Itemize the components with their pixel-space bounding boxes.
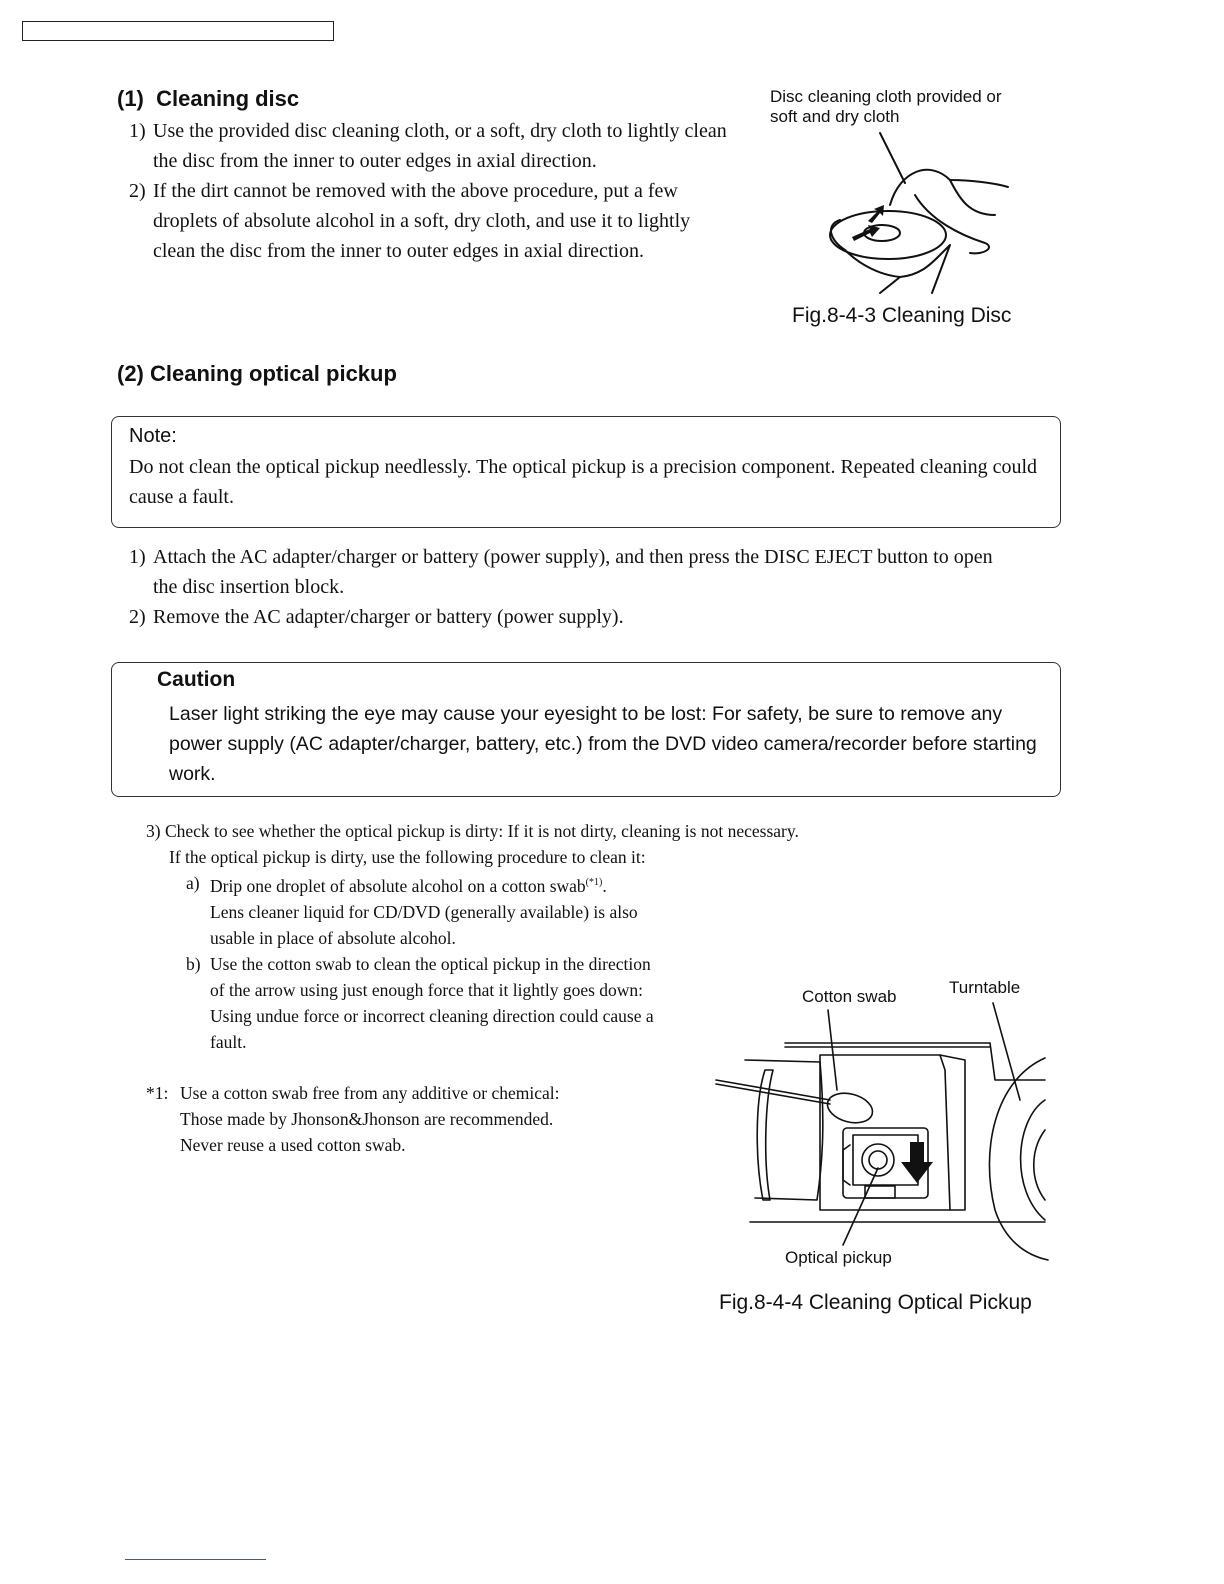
substep-a: a) Drip one droplet of absolute alcohol on a cotton swab$^{(*1)}$. Lens cleaner liquid for CD/DVD (generally available) is also usable in place of absolute alcohol. [186, 873, 638, 948]
footnote-line-3: Never reuse a used cotton swab. [180, 1135, 406, 1155]
optical-pickup-illustration [715, 1000, 1050, 1265]
step-1-text: Use the provided disc cleaning cloth, or a soft, dry cloth to lightly clean the disc from the inner to outer edges in axial direction. [153, 120, 727, 172]
header-box [22, 21, 334, 41]
caution-title: Caution [157, 668, 236, 691]
step-2-1: 1) Attach the AC adapter/charger or battery (power supply), and then press the DISC EJECT button to open the disc insertion block. [129, 546, 993, 598]
note-title: Note: [129, 425, 177, 447]
fig-8-4-4-caption: Fig.8-4-4 Cleaning Optical Pickup [719, 1291, 1032, 1314]
disc-cloth-label: Disc cleaning cloth provided or soft and dry cloth [770, 87, 1002, 126]
substep-b-text: Use the cotton swab to clean the optical pickup in the direction of the arrow using just enough force that it lightly goes down: Using undue force or incorrect cleaning direction could cause a fault. [210, 953, 654, 1052]
section-2-heading: (2) Cleaning optical pickup [117, 361, 397, 386]
step-2-text: If the dirt cannot be removed with the above procedure, put a few droplets of absolute alcohol in a soft, dry cloth, and use it to lightly clean the disc from the inner to outer edges in axial direction. [153, 180, 691, 262]
step-3-line-2: If the optical pickup is dirty, use the following procedure to clean it: [169, 847, 646, 867]
step-2-1-text: Attach the AC adapter/charger or battery (power supply), and then press the DISC EJECT button to open the disc insertion block. [153, 546, 993, 598]
step-2-2-text: Remove the AC adapter/charger or battery (power supply). [153, 606, 624, 628]
note-box [111, 416, 1061, 528]
footer-rule [125, 1559, 266, 1560]
section-1-heading: (1) Cleaning disc [117, 86, 300, 111]
caution-box [111, 662, 1061, 797]
cotton-swab-label: Cotton swab [802, 987, 897, 1006]
turntable-label: Turntable [949, 978, 1021, 997]
step-3-substeps [186, 870, 676, 1055]
section-1-steps [129, 116, 729, 266]
step-3-line-1: 3) Check to see whether the optical pickup is dirty: If it is not dirty, cleaning is not necessary. [146, 821, 799, 841]
step-2: 2) If the dirt cannot be removed with the above procedure, put a few droplets of absolute alcohol in a soft, dry cloth, and use it to lightly clean the disc from the inner to outer edges in axial direction. [129, 180, 691, 262]
substep-a-extra: Lens cleaner liquid for CD/DVD (generally available) is also usable in place of absolute alcohol. [210, 901, 638, 948]
optical-pickup-label: Optical pickup [785, 1248, 892, 1267]
fig-8-4-3-caption: Fig.8-4-3 Cleaning Disc [792, 304, 1012, 327]
step-2-2: 2) Remove the AC adapter/charger or battery (power supply). [129, 606, 624, 628]
step-1: 1) Use the provided disc cleaning cloth, or a soft, dry cloth to lightly clean the disc from the inner to outer edges in axial direction. [129, 120, 727, 172]
footnote [146, 1080, 666, 1158]
substep-b: b) Use the cotton swab to clean the optical pickup in the direction of the arrow using just enough force that it lightly goes down: Using undue force or incorrect cleaning direction could cause a fault. [186, 953, 654, 1052]
step-3 [146, 818, 946, 870]
footnote-line-1: Use a cotton swab free from any additive or chemical: [180, 1083, 560, 1103]
caution-text: Laser light striking the eye may cause your eyesight to be lost: For safety, be sure to remove any power supply (AC adapter/charger, battery, etc.) from the DVD video camera/recorder before starting work. [169, 703, 1037, 785]
note-text: Do not clean the optical pickup needlessly. The optical pickup is a precision component. Repeated cleaning could cause a fault. [129, 456, 1038, 508]
cleaning-disc-illustration [820, 125, 1020, 295]
footnote-line-2: Those made by Jhonson&Jhonson are recommended. [180, 1109, 554, 1129]
section-2-steps [129, 542, 1009, 632]
footnote-mark: *1: [146, 1083, 169, 1103]
